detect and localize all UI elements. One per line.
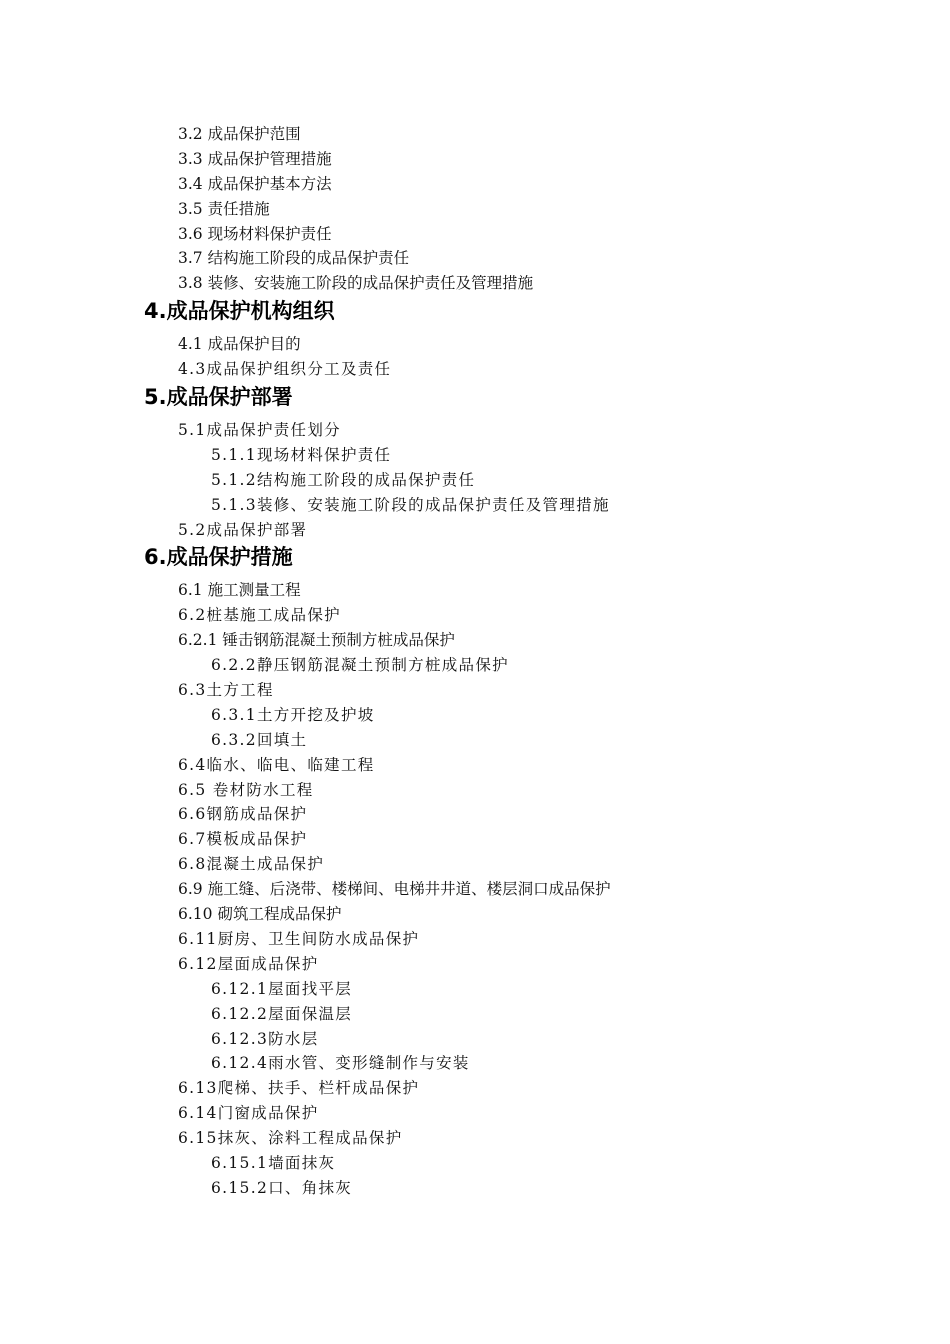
toc-item-6-4[interactable]: 6.4临水、临电、临建工程 [178,755,375,774]
toc-item-6-15[interactable]: 6.15抹灰、涂料工程成品保护 [178,1129,403,1148]
toc-item-6-2-2[interactable]: 6.2.2静压钢筋混凝土预制方桩成品保护 [211,656,509,675]
toc-item-6-11[interactable]: 6.11厨房、卫生间防水成品保护 [178,929,420,948]
toc-item-6-13[interactable]: 6.13爬梯、扶手、栏杆成品保护 [178,1079,420,1098]
toc-heading-4[interactable]: 4.成品保护机构组织 [144,299,335,324]
toc-item-6-6[interactable]: 6.6钢筋成品保护 [178,805,308,824]
toc-item-6-12-4[interactable]: 6.12.4雨水管、变形缝制作与安装 [211,1054,470,1073]
toc-item-3-3[interactable]: 3.3 成品保护管理措施 [178,149,332,168]
toc-item-6-15-2[interactable]: 6.15.2口、角抹灰 [211,1178,353,1197]
toc-item-6-3-2[interactable]: 6.3.2回填土 [211,730,308,749]
toc-item-6-15-1[interactable]: 6.15.1墙面抹灰 [211,1153,336,1172]
toc-item-3-2[interactable]: 3.2 成品保护范围 [178,125,301,143]
toc-item-6-12-3[interactable]: 6.12.3防水层 [211,1029,319,1048]
toc-heading-6[interactable]: 6.成品保护措施 [144,545,293,570]
toc-item-6-8[interactable]: 6.8混凝土成品保护 [178,855,325,874]
toc-item-6-2-1[interactable]: 6.2.1 锤击钢筋混凝土预制方桩成品保护 [178,631,455,650]
table-of-contents [0,122,950,1201]
toc-item-4-1[interactable]: 4.1 成品保护目的 [178,335,301,354]
toc-item-5-1-2[interactable]: 5.1.2结构施工阶段的成品保护责任 [211,470,476,489]
toc-item-4-3[interactable]: 4.3成品保护组织分工及责任 [178,360,392,379]
toc-item-3-7[interactable]: 3.7 结构施工阶段的成品保护责任 [178,249,410,268]
toc-item-6-12[interactable]: 6.12屋面成品保护 [178,954,319,973]
toc-item-6-3-1[interactable]: 6.3.1土方开挖及护坡 [211,705,375,724]
toc-item-5-1-1[interactable]: 5.1.1现场材料保护责任 [211,445,392,464]
toc-item-6-10[interactable]: 6.10 砌筑工程成品保护 [178,905,342,924]
toc-item-5-1[interactable]: 5.1成品保护责任划分 [178,421,341,440]
toc-item-6-9[interactable]: 6.9 施工缝、后浇带、楼梯间、电梯井井道、楼层洞口成品保护 [178,880,611,899]
toc-item-3-8[interactable]: 3.8 装修、安装施工阶段的成品保护责任及管理措施 [178,274,534,293]
toc-heading-5[interactable]: 5.成品保护部署 [144,385,293,410]
toc-item-3-5[interactable]: 3.5 责任措施 [178,199,270,218]
toc-item-6-7[interactable]: 6.7模板成品保护 [178,830,308,849]
toc-item-3-4[interactable]: 3.4 成品保护基本方法 [178,174,332,193]
toc-item-6-3[interactable]: 6.3土方工程 [178,681,274,700]
toc-item-5-1-3[interactable]: 5.1.3装修、安装施工阶段的成品保护责任及管理措施 [211,495,610,514]
toc-item-3-6[interactable]: 3.6 现场材料保护责任 [178,224,332,243]
toc-item-5-2[interactable]: 5.2成品保护部署 [178,520,308,539]
toc-item-6-12-1[interactable]: 6.12.1屋面找平层 [211,979,353,998]
toc-item-6-14[interactable]: 6.14门窗成品保护 [178,1104,319,1123]
toc-item-6-1[interactable]: 6.1 施工测量工程 [178,581,301,600]
toc-item-6-2[interactable]: 6.2桩基施工成品保护 [178,606,341,625]
toc-item-6-5[interactable]: 6.5 卷材防水工程 [178,780,314,799]
toc-item-6-12-2[interactable]: 6.12.2屋面保温层 [211,1004,353,1023]
